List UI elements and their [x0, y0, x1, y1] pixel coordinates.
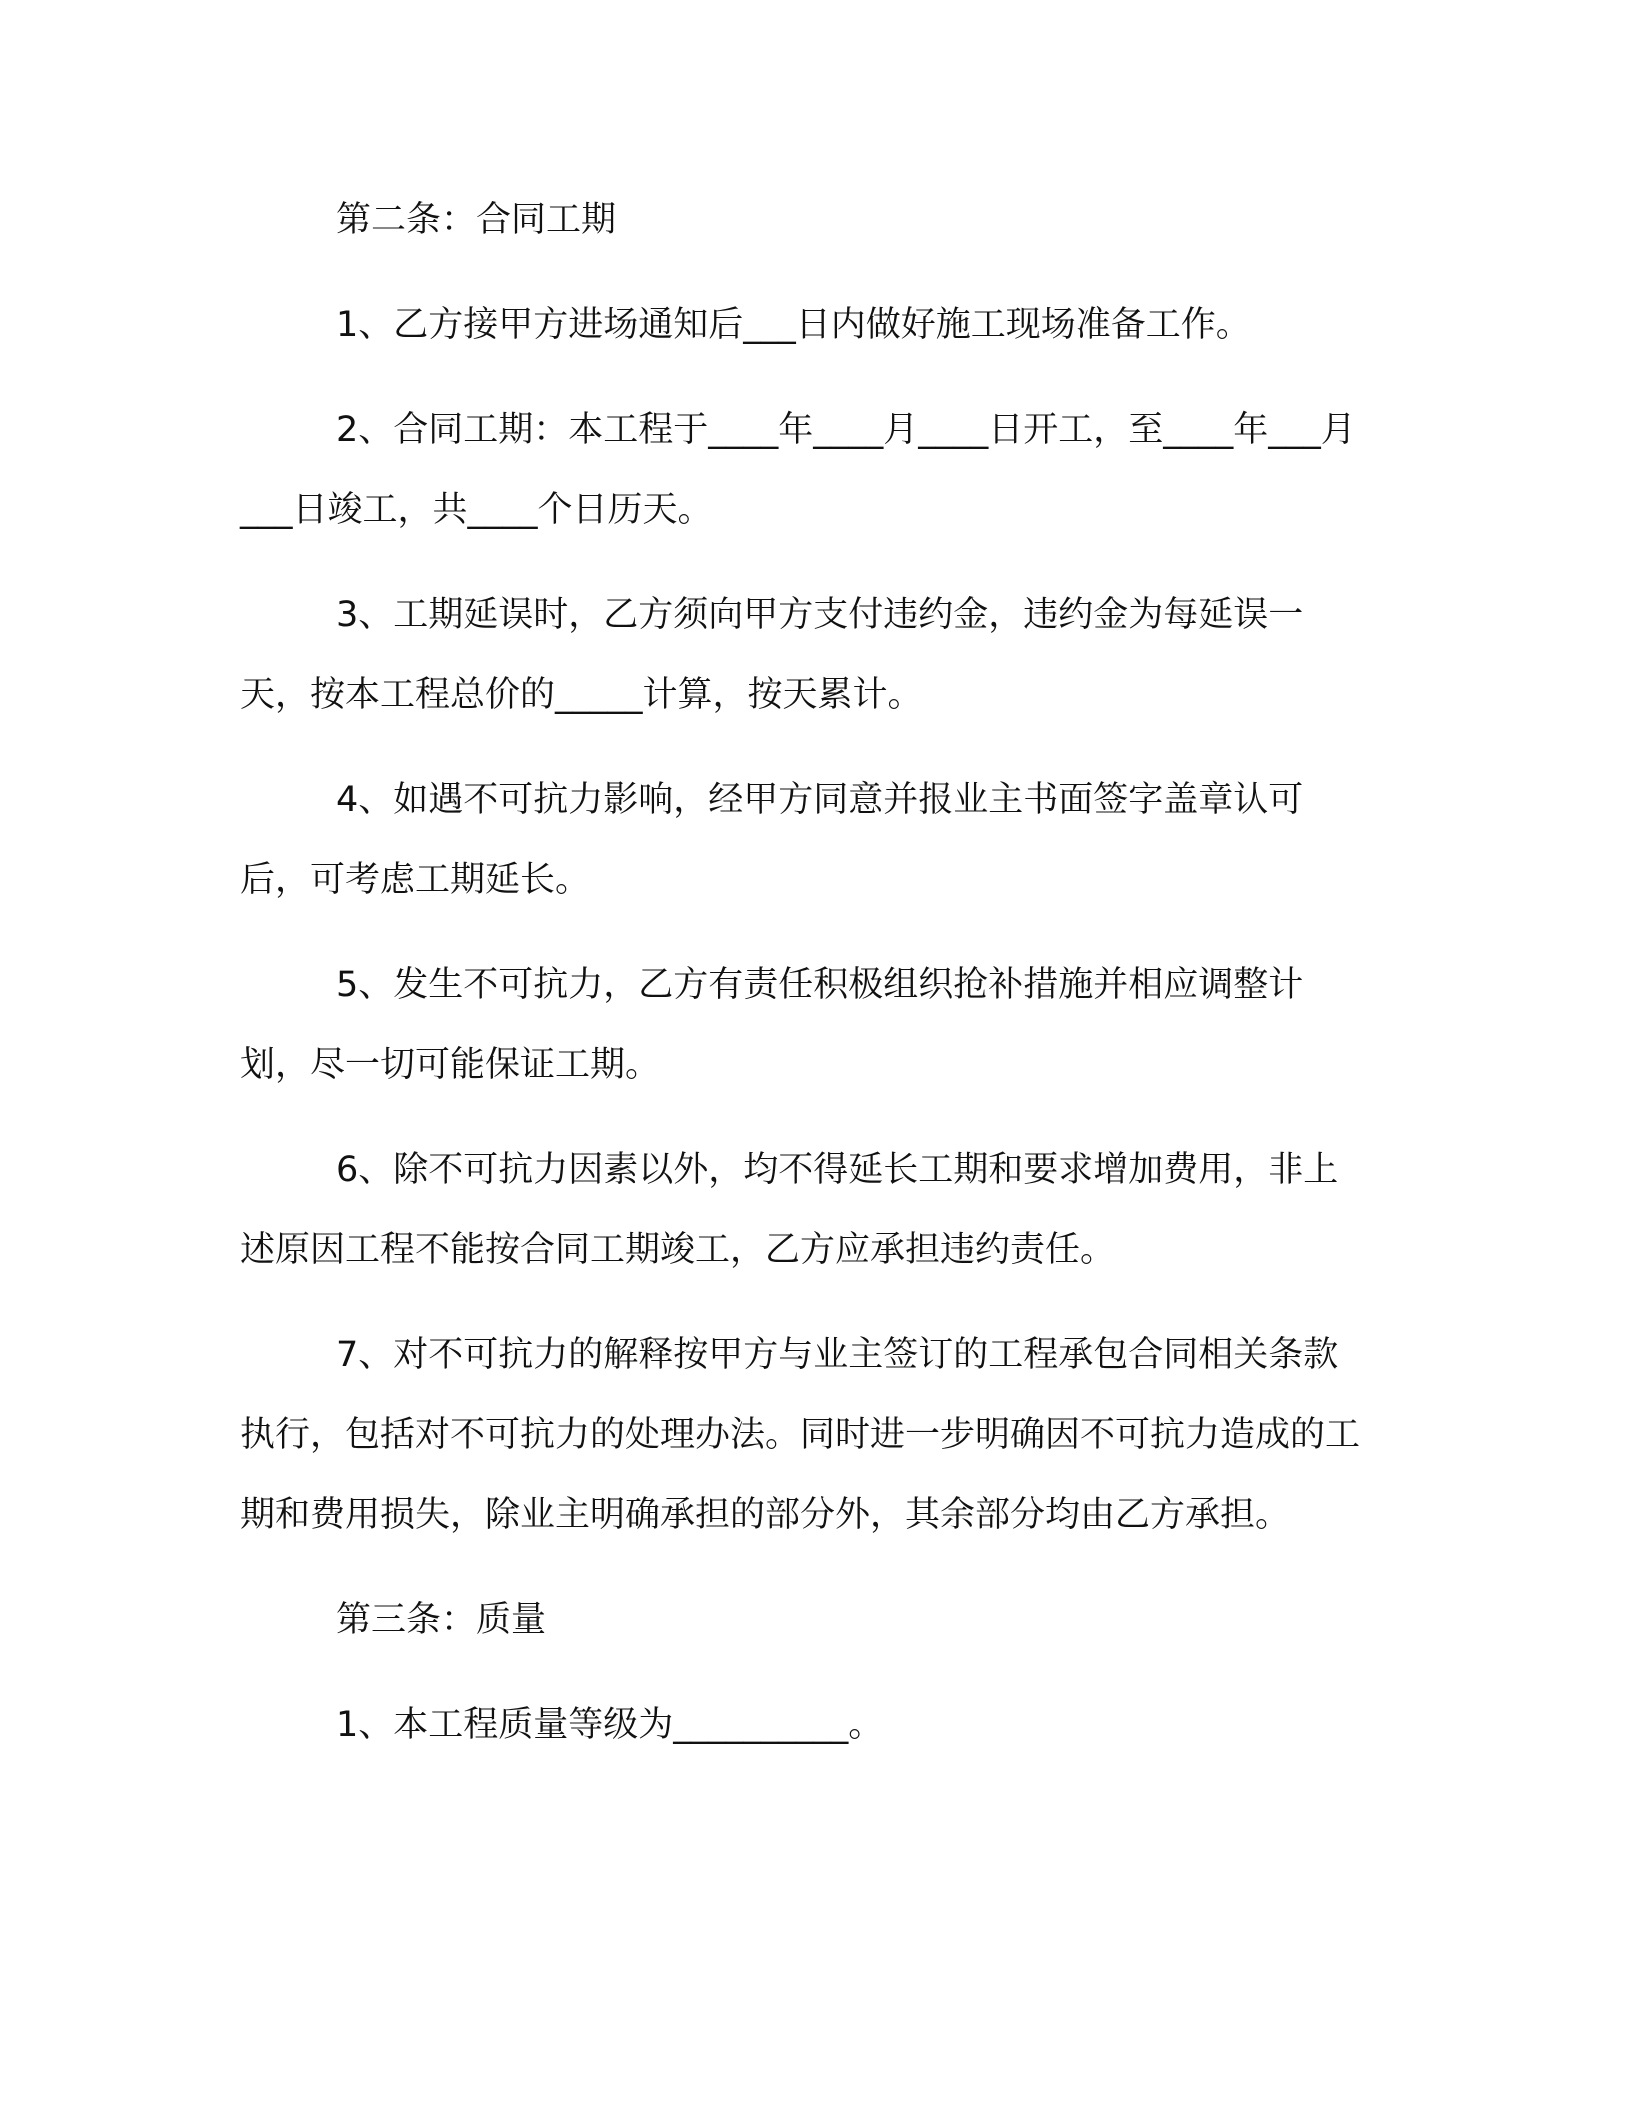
section-heading-article-3: 第三条：质量 — [336, 1600, 547, 1640]
clause-2-4: 4、如遇不可抗力影响，经甲方同意并报业主书面签字盖章认可后，可考虑工期延长。 — [240, 780, 1304, 900]
section-heading-article-2: 第二条：合同工期 — [336, 200, 617, 240]
clause-2-5: 5、发生不可抗力，乙方有责任积极组织抢补措施并相应调整计划，尽一切可能保证工期。 — [240, 965, 1304, 1085]
clause-2-7: 7、对不可抗力的解释按甲方与业主签订的工程承包合同相关条款执行，包括对不可抗力的处理办法。同时进一步明确因不可抗力造成的工期和费用损失，除业主明确承担的部分外，其余部分均由乙方承担。 — [240, 1335, 1361, 1535]
clause-2-1: 1、乙方接甲方进场通知后___日内做好施工现场准备工作。 — [336, 305, 1251, 345]
clause-2-3: 3、工期延误时，乙方须向甲方支付违约金，违约金为每延误一天，按本工程总价的_____计算，按天累计。 — [240, 595, 1304, 715]
clause-2-2: 2、合同工期：本工程于____年____月____日开工，至____年___月___日竣工，共____个日历天。 — [240, 410, 1356, 530]
document-body — [240, 180, 1360, 1790]
clause-3-1: 1、本工程质量等级为__________。 — [336, 1705, 884, 1745]
clause-2-6: 6、除不可抗力因素以外，均不得延长工期和要求增加费用，非上述原因工程不能按合同工期竣工，乙方应承担违约责任。 — [240, 1150, 1339, 1270]
